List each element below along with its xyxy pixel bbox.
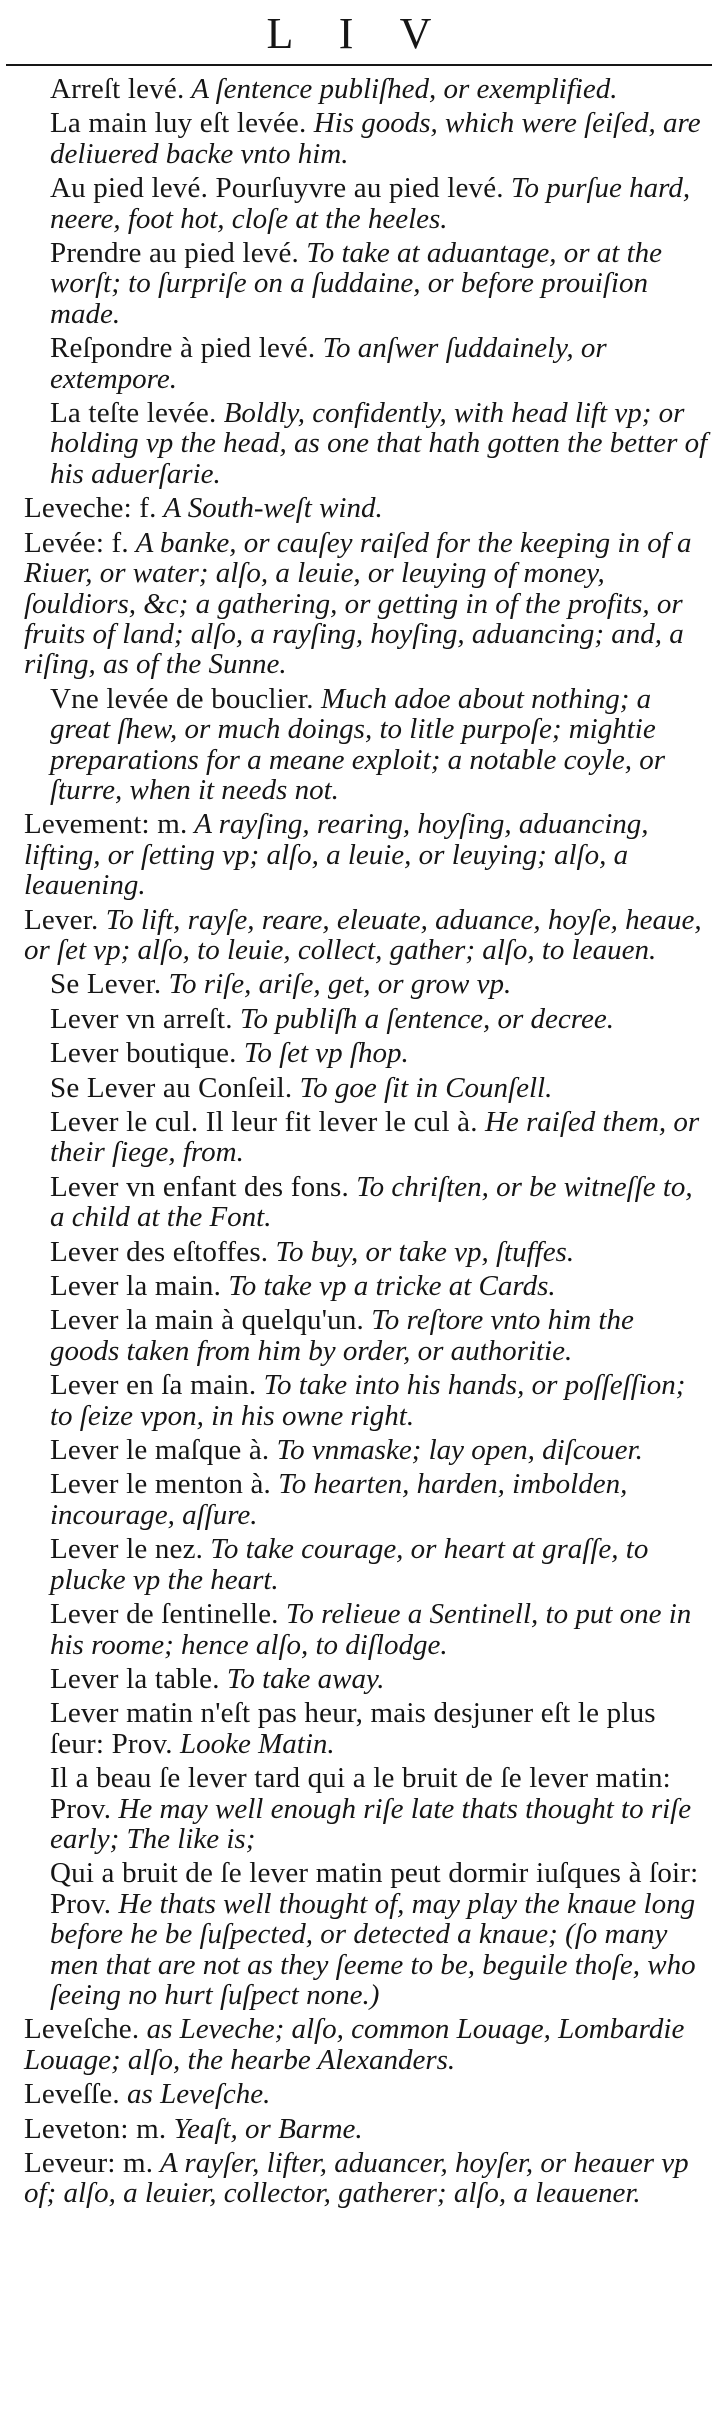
dictionary-entry [32, 398, 716, 489]
entry-definition: To take courage, or heart at graſſe, to plucke vp the heart. [50, 1533, 649, 1596]
page-header: L I V [266, 9, 450, 58]
entry-definition: as Leveche; alſo, common Louage, Lombardie Louage; alſo, the hearbe Alexanders. [24, 2013, 685, 2076]
entry-headword: Reſpondre à pied levé. [50, 332, 316, 365]
entry-headword: Arreſt levé. [50, 73, 185, 105]
entry-headword: Leveton: m. [24, 2112, 167, 2145]
entry-headword: Lever vn arreſt. [50, 1002, 233, 1035]
entry-headword: Lever en ſa main. [50, 1369, 257, 1402]
dictionary-entry [32, 1664, 716, 1694]
entry-headword: Au pied levé. Pourſuyvre au pied levé. [50, 172, 504, 205]
entry-definition: He may well enough riſe late thats thought to riſe early; The like is; [50, 1792, 692, 1855]
dictionary-entry [6, 528, 716, 680]
dictionary-entry [32, 1271, 716, 1301]
dictionary-entry [32, 173, 716, 234]
entry-definition: A rayſer, lifter, aduancer, hoyſer, or heauer vp of; alſo, a leuier, collector, gatherer; alſo, a leauener. [24, 2147, 689, 2210]
entry-definition: Boldly, confidently, with head lift vp; or holding vp the head, as one that hath gotten the better of his aduerſarie. [50, 397, 708, 490]
entry-headword: Lever de ſentinelle. [50, 1598, 279, 1631]
entry-definition: A rayſing, rearing, hoyſing, aduancing, lifting, or ſetting vp; alſo, a leuie, or leuying; alſo, a leauening. [24, 808, 649, 902]
dictionary-entry [32, 1763, 716, 1854]
entry-definition: A ſentence publiſhed, or exemplified. [191, 73, 618, 105]
entry-headword: Lever le nez. [50, 1533, 204, 1566]
dictionary-entry [32, 238, 716, 329]
entry-headword: La main luy eſt levée. [50, 107, 307, 140]
entry-headword: La teſte levée. [50, 397, 217, 430]
dictionary-entry [32, 1370, 716, 1431]
entry-definition: To lift, rayſe, reare, eleuate, aduance, hoyſe, heaue, or ſet vp; alſo, to leuie, collect, gather; alſo, to leauen. [24, 903, 702, 966]
dictionary-entry [32, 1435, 716, 1465]
dictionary-entry [32, 1534, 716, 1595]
entry-definition: To ſet vp ſhop. [243, 1037, 409, 1070]
dictionary-entry [6, 2148, 716, 2209]
entry-definition: Much adoe about nothing; a great ſhew, or much doings, to litle purpoſe; mightie preparations for a meane exploit; a notable coyle, or ſturre, when it needs not. [50, 682, 666, 806]
entry-definition: To goe ſit in Counſell. [299, 1071, 553, 1104]
entry-definition: To publiſh a ſentence, or decree. [240, 1002, 614, 1035]
entry-definition: A South-weſt wind. [163, 492, 383, 525]
entry-headword: Leveſſe. [24, 2078, 120, 2111]
entry-definition: Yeaſt, or Barme. [173, 2112, 363, 2145]
dictionary-entry [6, 493, 716, 523]
dictionary-entry [6, 2114, 716, 2144]
entry-headword: Lever vn enfant des fons. [50, 1170, 349, 1203]
entry-definition: To take into his hands, or poſſeſſion; to ſeize vpon, in his owne right. [50, 1369, 686, 1432]
dictionary-entry [32, 1172, 716, 1233]
entry-headword: Levement: m. [24, 808, 188, 841]
entry-headword: Il a beau ſe lever tard qui a le bruit de ſe lever matin: Prov. [50, 1762, 671, 1825]
entry-definition: To anſwer ſuddainely, or extempore. [50, 332, 607, 395]
dictionary-entry [6, 2079, 716, 2109]
entry-definition: To chriſten, or be witneſſe to, a child at the Font. [50, 1170, 693, 1234]
dictionary-entry [32, 333, 716, 394]
entry-definition: To take vp a tricke at Cards. [228, 1270, 556, 1303]
entry-definition: To hearten, harden, imbolden, incourage, aſſure. [50, 1468, 628, 1531]
dictionary-entry [32, 1698, 716, 1759]
entry-headword: Lever le menton à. [50, 1468, 272, 1501]
entry-headword: Lever le maſque à. [50, 1434, 270, 1467]
entry-headword: Qui a bruit de ſe lever matin peut dormir iuſques à ſoir: Prov. [50, 1857, 699, 1920]
entry-definition: To relieue a Sentinell, to put one in his roome; hence alſo, to diſlodge. [50, 1598, 692, 1661]
dictionary-entry [32, 1305, 716, 1366]
entry-headword: Prendre au pied levé. [50, 237, 299, 270]
entry-headword: Leveſche. [24, 2013, 140, 2046]
entry-headword: Lever la main. [50, 1270, 222, 1303]
entry-headword: Lever boutique. [50, 1037, 237, 1070]
dictionary-entry [32, 74, 716, 104]
dictionary-entry [32, 969, 716, 999]
dictionary-entry [32, 1073, 716, 1103]
entry-definition: To vnmaske; lay open, diſcouer. [276, 1434, 643, 1467]
dictionary-entry [32, 1858, 716, 2010]
header-rule [6, 64, 712, 66]
entry-headword: Vne levée de bouclier. [50, 682, 314, 715]
dictionary-entry [32, 1469, 716, 1530]
entry-definition: He thats well thought of, may play the knaue long before he be ſuſpected, or detected a knaue; (ſo many men that are not as they ſeeme to be, beguile thoſe, who ſeeing no hurt ſuſpect none.) [50, 1887, 696, 2011]
entry-list [0, 74, 716, 2213]
entry-definition: His goods, which were ſeiſed, are deliuered backe vnto him. [50, 107, 701, 170]
dictionary-entry [32, 1599, 716, 1660]
dictionary-entry [32, 1107, 716, 1168]
dictionary-entry [32, 1038, 716, 1068]
dictionary-entry [6, 2014, 716, 2075]
dictionary-entry [32, 1237, 716, 1267]
dictionary-entry [32, 1004, 716, 1034]
dictionary-entry [6, 809, 716, 900]
dictionary-entry [32, 108, 716, 169]
entry-headword: Lever des eſtoffes. [50, 1235, 269, 1268]
entry-headword: Lever le cul. Il leur fit lever le cul à. [50, 1106, 478, 1138]
entry-definition: To take away. [226, 1662, 385, 1695]
entry-definition: He raiſed them, or their ſiege, from. [50, 1106, 700, 1169]
dictionary-entry [6, 905, 716, 966]
entry-definition: To riſe, ariſe, get, or grow vp. [168, 968, 512, 1001]
entry-headword: Lever la main à quelqu'un. [50, 1304, 365, 1337]
entry-definition: To take at aduantage, or at the worſt; to ſurpriſe on a ſuddaine, or before prouiſion made. [50, 237, 663, 330]
entry-definition: To buy, or take vp, ſtuffes. [275, 1235, 575, 1268]
entry-definition: A banke, or cauſey raiſed for the keeping in of a Riuer, or water; alſo, a leuie, or leuying of money, ſouldiors, &c; a gathering, or getting in of the profits, or fruits of land; alſo, a rayſing, hoyſing, aduancing; and, a riſing, as of the Sunne. [24, 526, 692, 681]
entry-headword: Se Lever au Conſeil. [50, 1071, 293, 1104]
entry-headword: Se Lever. [50, 968, 162, 1001]
entry-headword: Lever la table. [50, 1662, 220, 1695]
entry-headword: Levée: f. [24, 526, 129, 559]
entry-headword: Leveur: m. [24, 2147, 154, 2179]
entry-definition: To reſtore vnto him the goods taken from him by order, or authoritie. [50, 1304, 634, 1367]
entry-headword: Lever matin n'eſt pas heur, mais desjuner eſt le plus ſeur: Prov. [50, 1697, 656, 1760]
dictionary-entry [32, 684, 716, 806]
entry-headword: Leveche: f. [24, 492, 157, 525]
entry-definition: Looke Matin. [180, 1727, 335, 1760]
entry-definition: as Leveſche. [127, 2078, 271, 2111]
entry-definition: To purſue hard, neere, foot hot, cloſe at the heeles. [50, 172, 691, 235]
entry-headword: Lever. [24, 903, 99, 936]
